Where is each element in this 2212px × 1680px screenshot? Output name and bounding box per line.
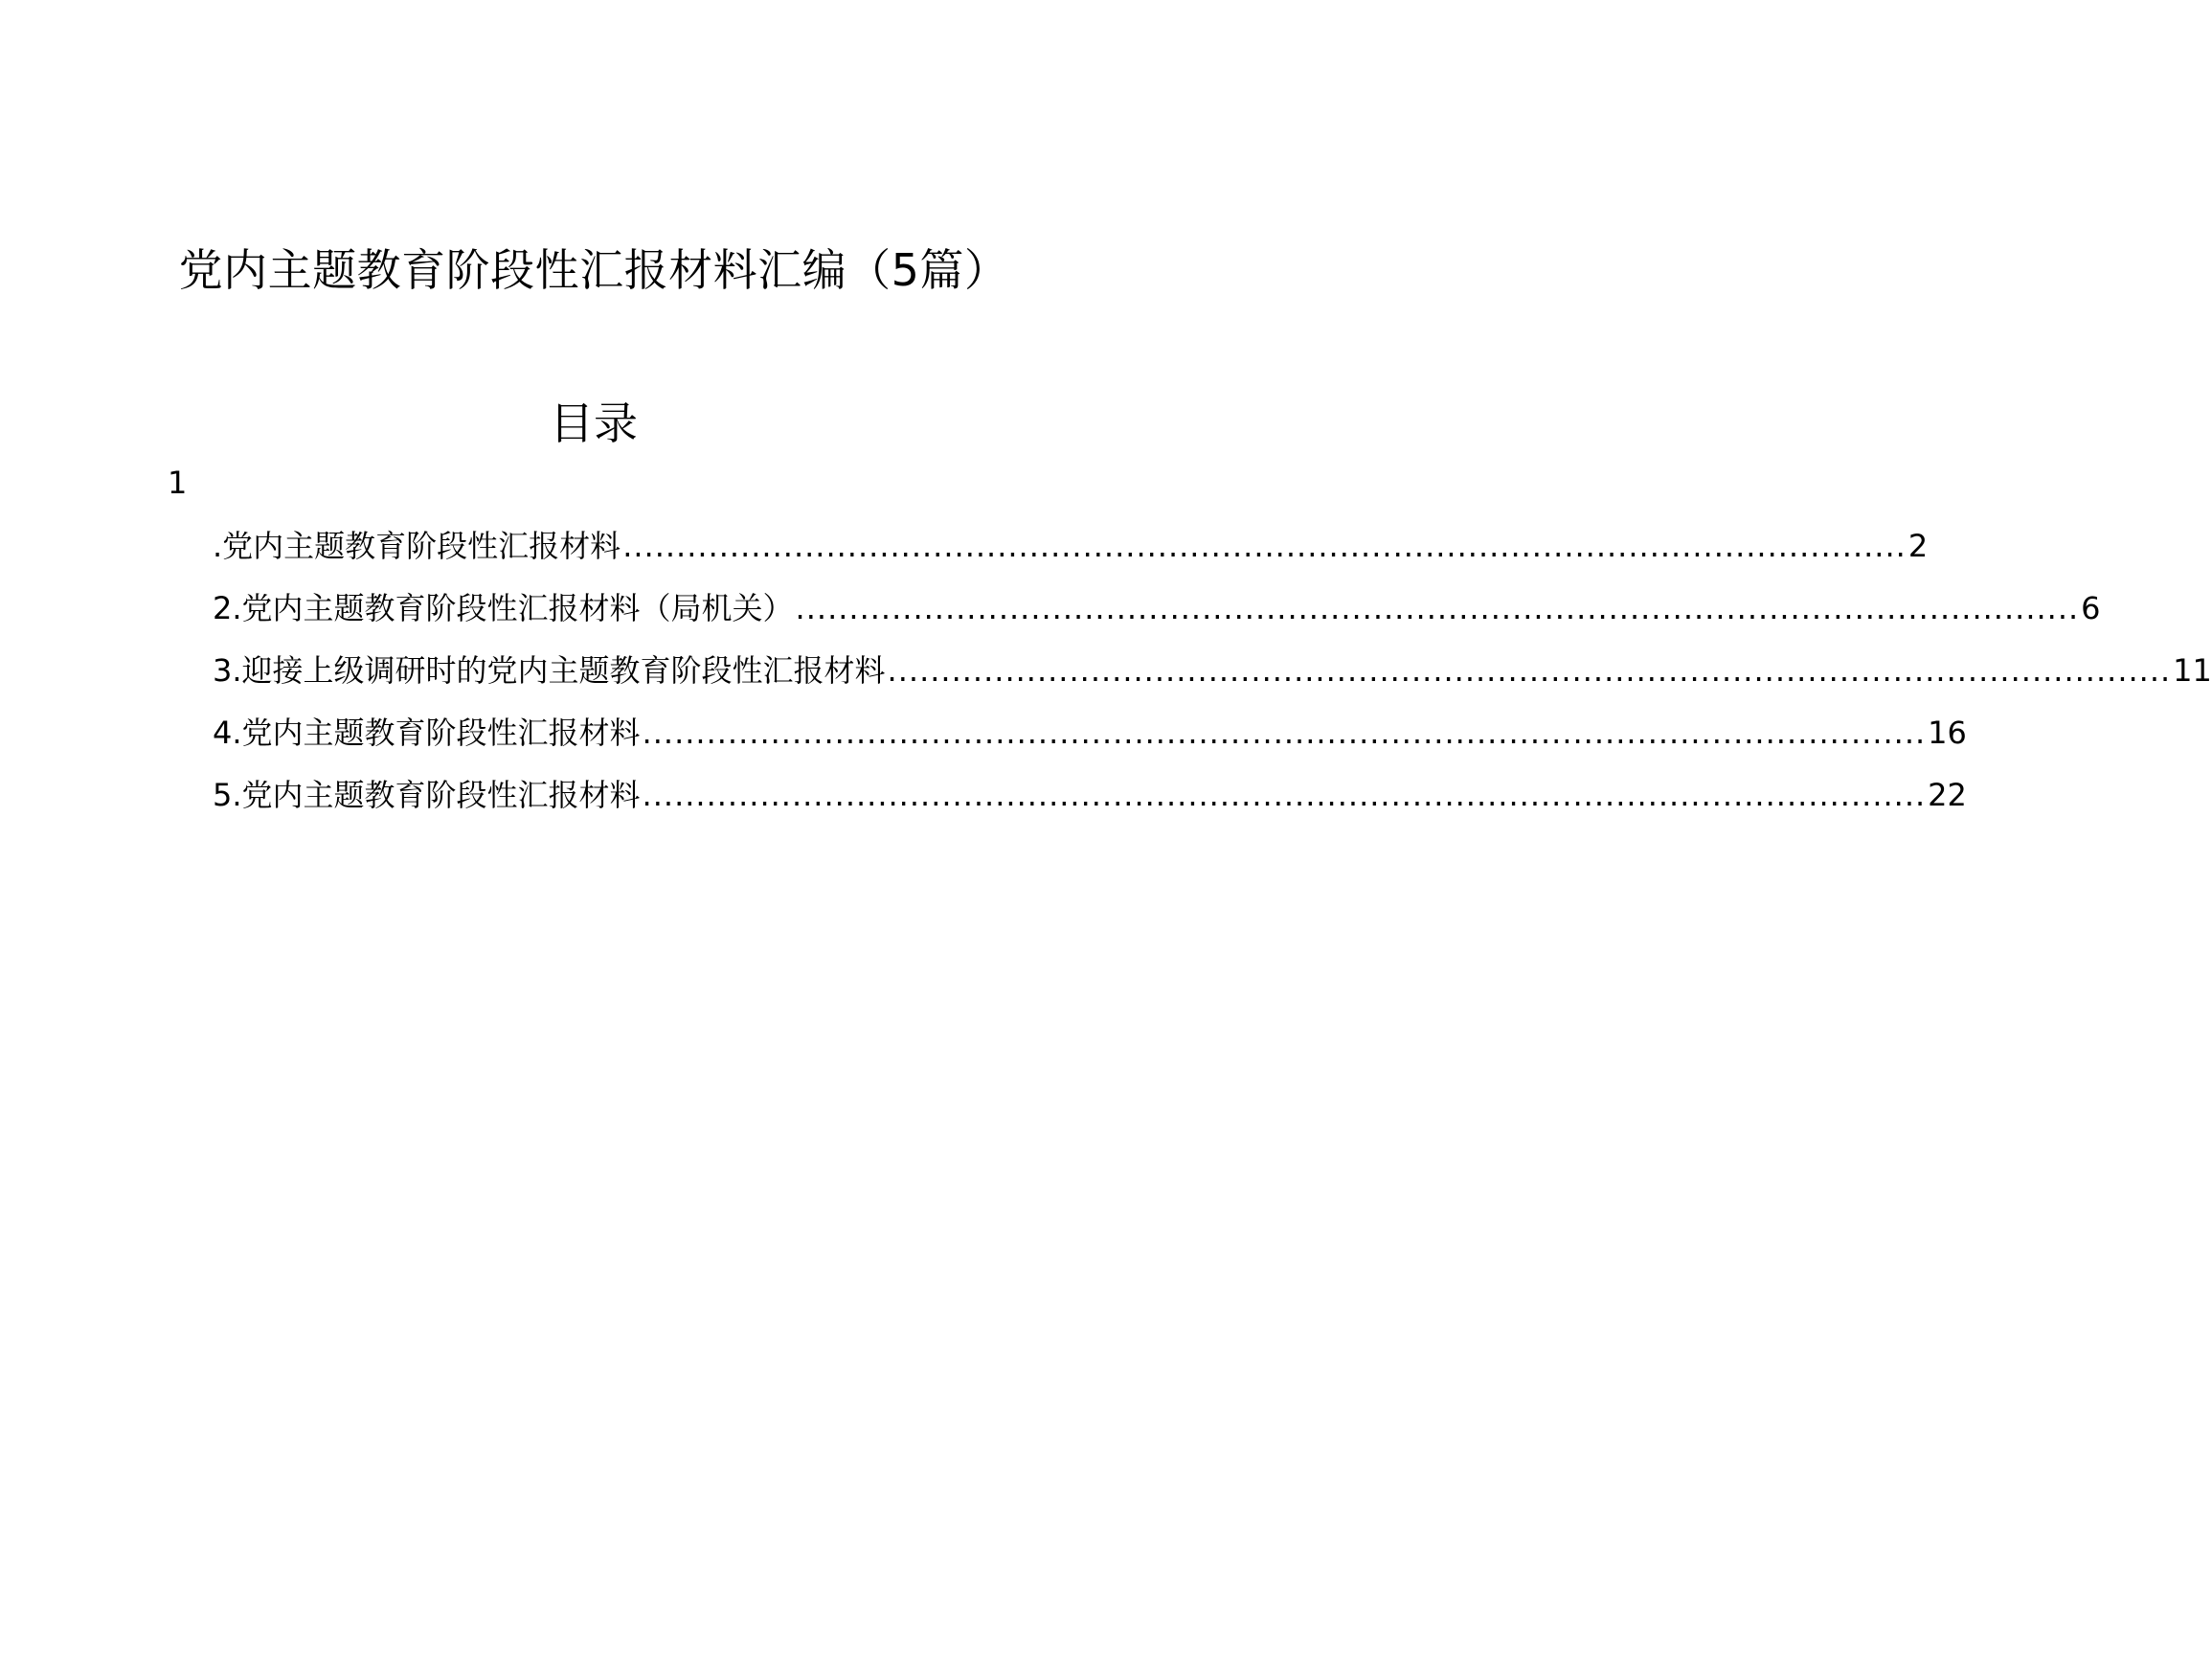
toc-entry-page: 2 (1907, 528, 1929, 564)
toc-entry-title: 5.党内主题教育阶段性汇报材料 (213, 777, 641, 813)
toc-leader-dots: ........................................................................................................................ (795, 590, 2080, 626)
toc-entry-title: .党内主题教育阶段性汇报材料 (213, 528, 621, 564)
toc-leader-dots: ........................................................................................................................ (622, 528, 1907, 564)
toc-entry[interactable] (213, 527, 1929, 589)
toc-entry-page: 11 (2173, 652, 2212, 689)
table-of-contents (213, 527, 2212, 838)
toc-entry-page: 6 (2081, 590, 2101, 626)
toc-entry-title: 3.迎接上级调研时的党内主题教育阶段性汇报材料 (213, 652, 886, 689)
toc-entry[interactable] (213, 589, 2101, 651)
document-title: 党内主题教育阶段性汇报材料汇编（5篇） (178, 244, 1009, 296)
toc-entry[interactable] (213, 651, 2212, 714)
toc-entry[interactable] (213, 776, 1967, 838)
toc-heading: 目录 (550, 397, 638, 449)
toc-leader-dots: ........................................................................................................................ (642, 715, 1927, 751)
toc-leader-dots: ........................................................................................................................ (642, 777, 1927, 813)
toc-entry-title: 4.党内主题教育阶段性汇报材料 (213, 715, 641, 751)
toc-entry-title: 2.党内主题教育阶段性汇报材料（局机关） (213, 590, 794, 626)
toc-stray-number: 1 (168, 465, 188, 501)
toc-entry-page: 22 (1928, 777, 1967, 813)
toc-entry-page: 16 (1928, 715, 1967, 751)
toc-leader-dots: ........................................................................................................................ (887, 652, 2172, 689)
toc-entry[interactable] (213, 714, 1967, 776)
